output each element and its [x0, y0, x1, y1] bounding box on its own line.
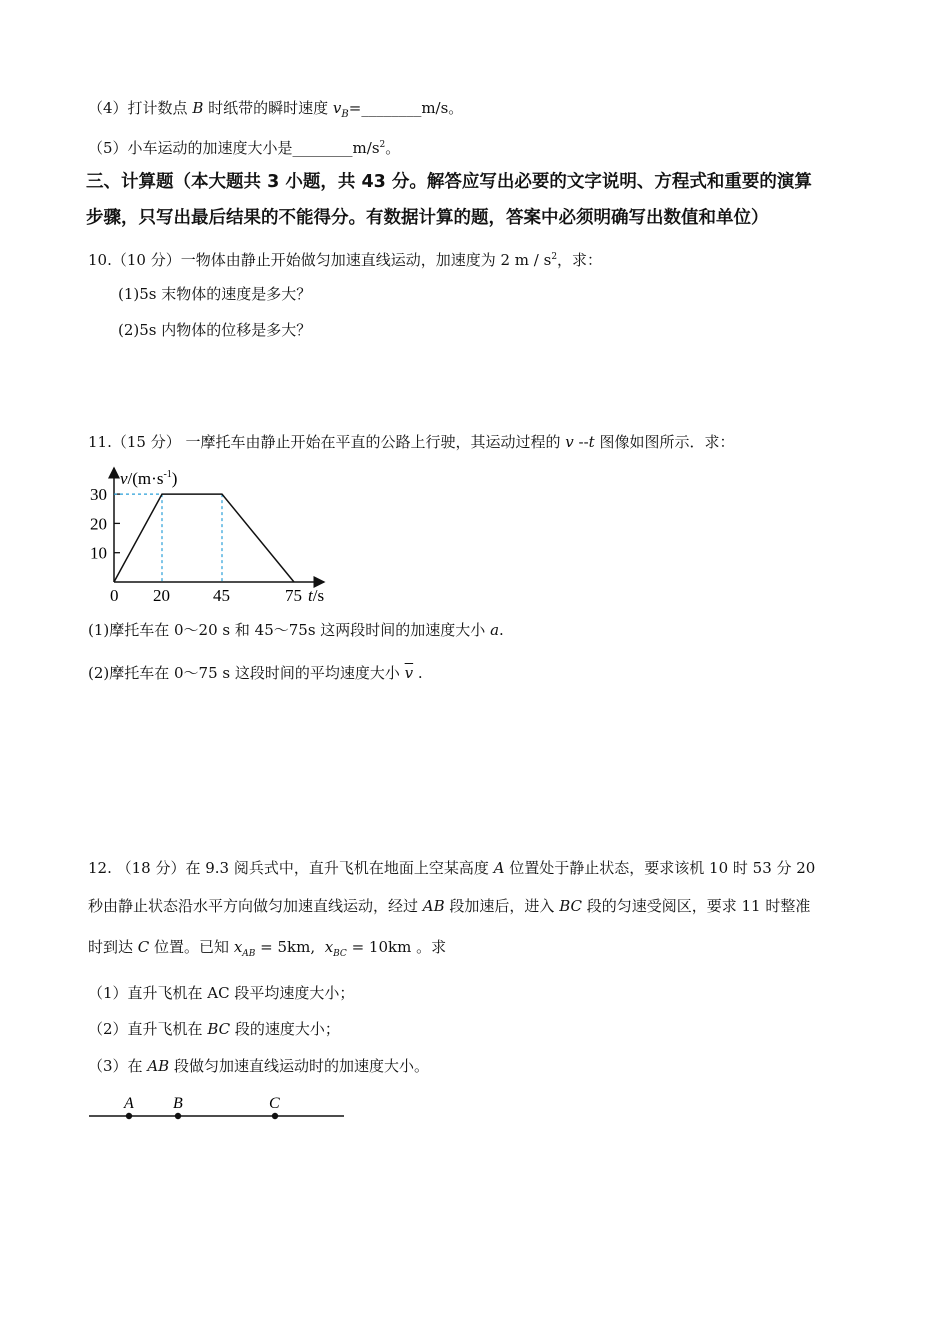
q5-blank: ________	[292, 139, 353, 157]
q12-sub3	[88, 1056, 429, 1076]
q5-sup: 2	[379, 140, 386, 150]
q12-A: A	[493, 859, 505, 877]
x-tick-label-0: 0	[110, 586, 119, 605]
point-c-dot	[272, 1113, 278, 1119]
q11-sub2-end: .	[413, 664, 423, 682]
q12-line1	[88, 858, 815, 878]
x-tick-label-75: 75	[285, 586, 302, 605]
velocity-series-line	[114, 494, 294, 582]
q12-sub3-sym: AB	[147, 1057, 170, 1075]
q12-line2-b: 段加速后，进入	[444, 897, 560, 915]
q12-line3	[88, 937, 446, 964]
abc-line-diagram	[86, 1090, 351, 1130]
y-tick-label-20: 20	[90, 514, 107, 534]
q11-dash: --	[573, 433, 589, 451]
q11-stem-b: 图像如图所示．求：	[594, 433, 735, 451]
q12-line3-end: 。求	[411, 938, 447, 956]
q12-line3-a: 时到达	[88, 938, 138, 956]
q4-blank: ________	[361, 99, 422, 117]
q11-sub2-vbar: $\overline{v}$	[404, 664, 414, 682]
q12-sub2-a: （2）直升飞机在	[88, 1020, 208, 1038]
q12-line2-a: 秒由静止状态沿水平方向做匀加速直线运动，经过	[88, 897, 423, 915]
point-b-label: B	[173, 1095, 183, 1112]
q5-end: 。	[385, 139, 401, 157]
q12-x2: x	[324, 938, 334, 956]
x-tick-label-45: 45	[213, 586, 230, 605]
q12-sub2	[88, 1019, 340, 1039]
q12-sub1: （1）直升飞机在 AC 段平均速度大小；	[88, 984, 355, 1002]
q12-C: C	[137, 938, 150, 956]
q12-line1-b: 位置处于静止状态，要求该机 10 时 53 分 20	[504, 859, 816, 877]
x-axis-label: t/s	[308, 586, 325, 605]
q11-sub1	[88, 620, 504, 640]
q12-line1-a: 12. （18 分）在 9.3 阅兵式中，直升飞机在地面上空某高度	[88, 859, 494, 877]
q10-sup: 2	[551, 252, 558, 262]
q4-line	[88, 98, 463, 125]
q12-sub3-b: 段做匀加速直线运动时的加速度大小。	[169, 1057, 429, 1075]
q12-x1-sub: AB	[242, 949, 256, 959]
q11-sub1-end: .	[499, 621, 504, 639]
q12-line2	[88, 896, 810, 916]
section3-heading-line2: 步骤，只写出最后结果的不能得分。有数据计算的题，答案中必须明确写出数值和单位）	[86, 208, 769, 228]
point-b-dot	[175, 1113, 181, 1119]
q12-BC: BC	[559, 897, 582, 915]
q4-v-sub: B	[341, 109, 349, 120]
q4-v-symbol: v	[332, 99, 342, 117]
q11-stem-a: 11.（15 分） 一摩托车由静止开始在平直的公路上行驶，其运动过程的	[88, 433, 566, 451]
q10-sub1: (1)5s 末物体的速度是多大？	[118, 285, 312, 303]
q12-line3-b: 位置。已知	[149, 938, 234, 956]
q11-sub2	[88, 663, 423, 683]
q11-sub2-text: (2)摩托车在 0～75 s 这段时间的平均速度大小	[88, 664, 405, 682]
q12-x1: x	[233, 938, 243, 956]
vt-graph	[86, 462, 336, 612]
q10-sub2: (2)5s 内物体的位移是多大？	[118, 321, 312, 339]
point-c-label: C	[269, 1095, 280, 1112]
q12-sub2-b: 段的速度大小；	[230, 1020, 340, 1038]
q11-stem	[88, 432, 734, 452]
y-axis-label: $v/(m\cdot s^{-1})$	[120, 469, 178, 488]
q11-t: t	[588, 433, 595, 451]
q4-mid: 时纸带的瞬时速度	[203, 99, 333, 117]
y-tick-label-30: 30	[90, 485, 107, 505]
section3-heading-line1: 三、计算题（本大题共 3 小题，共 43 分。解答应写出必要的文字说明、方程式和重要的演算	[86, 172, 812, 192]
q5-text: （5）小车运动的加速度大小是	[88, 139, 293, 157]
q12-x2-sub: BC	[333, 949, 347, 959]
q12-x2-val: = 10km	[346, 938, 412, 956]
q4-eq: =	[348, 99, 362, 117]
q4-unit: m/s。	[421, 99, 464, 117]
q4-prefix: （4）打计数点	[88, 99, 193, 117]
q12-AB: AB	[422, 897, 445, 915]
q5-unit: m/s	[352, 139, 380, 157]
q12-sub2-sym: BC	[207, 1020, 231, 1038]
q4-point-b: B	[192, 99, 204, 117]
q5-line	[88, 135, 400, 158]
point-a-dot	[126, 1113, 132, 1119]
x-tick-label-20: 20	[153, 586, 170, 605]
q10-stem-text: 10.（10 分）一物体由静止开始做匀加速直线运动，加速度为 2 m / s	[88, 251, 552, 269]
q11-sub1-text: (1)摩托车在 0～20 s 和 45～75s 这两段时间的加速度大小	[88, 621, 491, 639]
q12-sub3-a: （3）在	[88, 1057, 148, 1075]
q12-x1-val: = 5km,	[255, 938, 316, 956]
y-tick-label-10: 10	[90, 543, 107, 563]
q11-v: v	[565, 433, 574, 451]
q10-stem	[88, 247, 602, 270]
q12-line2-c: 段的匀速受阅区，要求 11 时整准	[581, 897, 811, 915]
q11-sub1-symbol: a	[490, 621, 500, 639]
q10-tail: ，求：	[557, 251, 603, 269]
point-a-label: A	[124, 1095, 134, 1112]
